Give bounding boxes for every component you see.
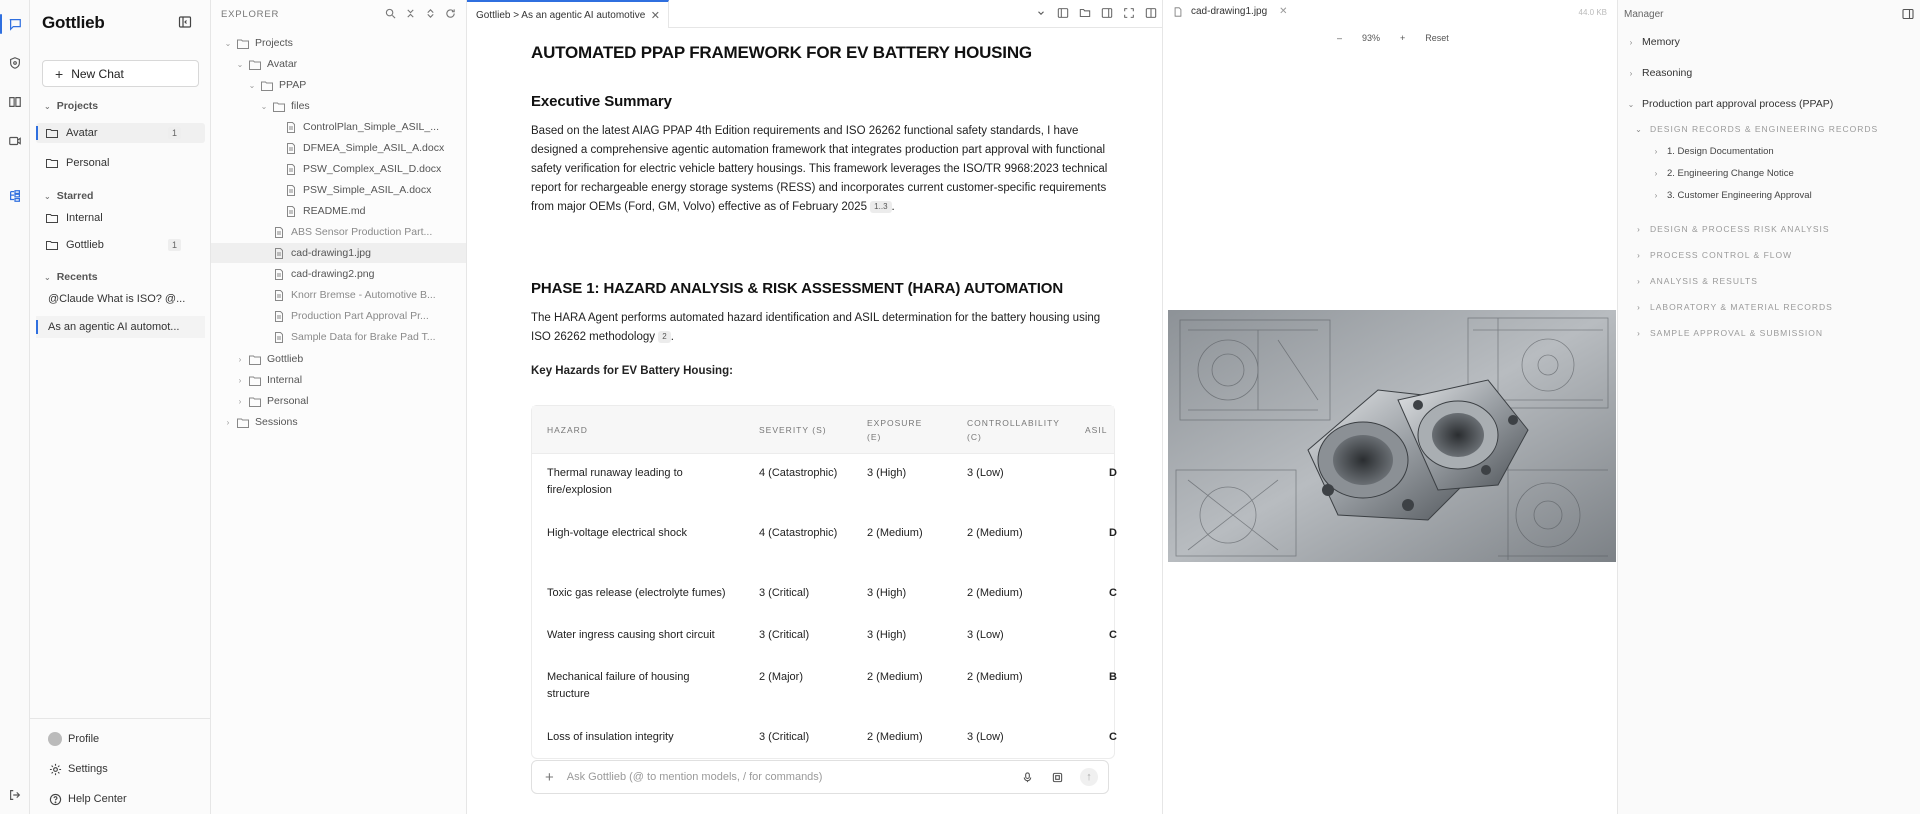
- gear-icon: [48, 762, 62, 776]
- explorer-title: EXPLORER: [221, 9, 280, 20]
- tab-image[interactable]: cad-drawing1.jpg ✕: [1173, 6, 1288, 17]
- sidebar: [30, 0, 211, 814]
- tree-folder[interactable]: [247, 96, 310, 116]
- table-cell: C: [1109, 629, 1117, 641]
- table-row: [532, 658, 1117, 718]
- send-button[interactable]: ↑: [1080, 768, 1098, 786]
- doc-title: AUTOMATED PPAP FRAMEWORK FOR EV BATTERY HOUSING: [531, 43, 1032, 62]
- count-badge: 1: [168, 127, 181, 139]
- table-cell: Thermal runaway leading to fire/explosion: [547, 467, 683, 496]
- screenshot-icon[interactable]: [1050, 770, 1064, 784]
- table-cell: Mechanical failure of housing structure: [547, 671, 690, 700]
- column-header: SEVERITY (S): [759, 425, 827, 435]
- chevron-right-icon[interactable]: ›: [1629, 68, 1633, 78]
- chat-message: [531, 40, 1115, 745]
- manager-item[interactable]: [1634, 124, 1878, 134]
- chevron-right-icon[interactable]: ›: [1637, 224, 1641, 234]
- new-chat-button[interactable]: [42, 60, 199, 87]
- chevron-right-icon[interactable]: ›: [1654, 147, 1658, 156]
- tree-item-label: Avatar: [267, 58, 298, 70]
- tree-file[interactable]: [259, 138, 444, 158]
- manager-item[interactable]: [1634, 328, 1823, 338]
- recents-heading[interactable]: ⌄ Recents: [44, 271, 98, 283]
- tree-file[interactable]: [247, 264, 374, 284]
- tree-folder[interactable]: [211, 412, 298, 432]
- column-header: HAZARD: [547, 425, 588, 435]
- chevron-down-icon[interactable]: ⌄: [248, 80, 256, 90]
- table-cell: 2 (Medium): [867, 731, 923, 743]
- tree-item-label: PSW_Complex_ASIL_D.docx: [303, 163, 442, 175]
- file-icon: [273, 332, 285, 343]
- table-row: [532, 454, 1117, 514]
- phase1-heading: PHASE 1: HAZARD ANALYSIS & RISK ASSESSMENT (HARA) AUTOMATION: [531, 280, 1064, 297]
- tree-folder[interactable]: [235, 75, 306, 95]
- tab-chat[interactable]: [467, 0, 669, 28]
- manager-item[interactable]: [1626, 98, 1833, 110]
- manager-item[interactable]: [1634, 250, 1792, 260]
- settings-link[interactable]: Settings: [48, 762, 108, 776]
- tree-item-label: Knorr Bremse - Automotive B...: [291, 289, 436, 301]
- manager-item[interactable]: [1626, 36, 1680, 48]
- tree-file[interactable]: [247, 306, 429, 326]
- table-row: [532, 616, 1117, 658]
- table-row: [532, 574, 1117, 616]
- manager-title: Manager: [1624, 9, 1664, 20]
- manager-item[interactable]: [1651, 146, 1774, 157]
- tree-folder[interactable]: [223, 54, 297, 74]
- tree-item-label: Sample Data for Brake Pad T...: [291, 331, 436, 343]
- table-cell: C: [1109, 731, 1117, 743]
- tree-item-label: DFMEA_Simple_ASIL_A.docx: [303, 142, 445, 154]
- tree-item-label: PSW_Simple_ASIL_A.docx: [303, 184, 432, 196]
- table-row: [532, 718, 1117, 758]
- table-cell: 3 (Low): [967, 629, 1004, 641]
- manager-item-label: Production part approval process (PPAP): [1642, 98, 1834, 110]
- panel-toggle-icon[interactable]: [1902, 8, 1914, 20]
- tree-file[interactable]: [259, 201, 365, 221]
- tree-item-label: ABS Sensor Production Part...: [291, 226, 433, 238]
- folder-icon: [46, 158, 58, 168]
- starred-heading[interactable]: ⌄ Starred: [44, 190, 94, 202]
- count-badge: 1: [168, 239, 181, 251]
- tree-item-label: Gottlieb: [267, 353, 304, 365]
- table-cell: 3 (Critical): [759, 587, 810, 599]
- starred-item-gottlieb[interactable]: Gottlieb 1: [36, 235, 205, 255]
- profile-link[interactable]: Profile: [48, 732, 99, 746]
- folder-icon: [261, 80, 273, 91]
- manager-item-label: DESIGN RECORDS & ENGINEERING RECORDS: [1650, 124, 1879, 134]
- table-cell: High-voltage electrical shock: [547, 527, 688, 539]
- chevron-down-icon[interactable]: ⌄: [224, 38, 232, 48]
- zoom-controls: [1337, 33, 1449, 43]
- shield-icon[interactable]: [7, 55, 23, 71]
- file-icon: [285, 185, 297, 196]
- manager-item-label: 2. Engineering Change Notice: [1667, 168, 1794, 179]
- tree-item-label: Internal: [267, 374, 303, 386]
- chevron-down-icon[interactable]: ⌄: [1627, 99, 1635, 109]
- tab-label: Gottlieb > As an agentic AI automotive: [476, 9, 646, 21]
- table-cell: 2 (Medium): [967, 671, 1023, 683]
- chevron-right-icon[interactable]: ›: [1637, 276, 1641, 286]
- manager-item[interactable]: [1634, 224, 1830, 234]
- manager-item-label: 3. Customer Engineering Approval: [1667, 190, 1812, 201]
- manager-item[interactable]: [1651, 168, 1794, 179]
- chevron-right-icon[interactable]: ›: [1629, 37, 1633, 47]
- fullscreen-icon[interactable]: [1122, 6, 1136, 20]
- chevron-down-icon: ⌄: [44, 101, 51, 111]
- manager-item-label: LABORATORY & MATERIAL RECORDS: [1650, 302, 1833, 312]
- tree-file[interactable]: [211, 243, 466, 263]
- logout-icon[interactable]: [7, 787, 23, 803]
- folder-icon: [273, 101, 285, 112]
- folder-icon: [46, 213, 58, 223]
- avatar: [48, 732, 62, 746]
- citation-badge[interactable]: 2: [658, 331, 670, 343]
- tree-folder[interactable]: [223, 391, 308, 411]
- folder-icon: [249, 59, 261, 70]
- folder-icon: [249, 375, 261, 386]
- table-cell: D: [1109, 467, 1117, 479]
- chevron-right-icon[interactable]: ›: [238, 396, 242, 406]
- column-header: CONTROLLABILITY (C): [967, 418, 1060, 442]
- manager-item[interactable]: [1626, 67, 1692, 79]
- table-cell: 3 (Critical): [759, 629, 810, 641]
- hazard-table: [531, 405, 1115, 759]
- zoom-in-button[interactable]: +: [1400, 33, 1406, 43]
- file-icon: [273, 290, 285, 301]
- column-header: EXPOSURE (E): [867, 418, 923, 442]
- phase1-text: The HARA Agent performs automated hazard identification and ASIL determination for the battery housing using ISO 26262 methodology 2 .: [531, 312, 1101, 343]
- manager-panel: [1617, 0, 1920, 814]
- table-cell: Loss of insulation integrity: [547, 731, 674, 743]
- composer-input[interactable]: Ask Gottlieb (@ to mention models, / for commands): [566, 771, 823, 783]
- file-icon: [273, 227, 285, 238]
- chevron-right-icon[interactable]: ›: [1637, 302, 1641, 312]
- help-icon: [48, 792, 62, 806]
- chevron-down-icon[interactable]: ⌄: [236, 59, 244, 69]
- manager-item-label: ANALYSIS & RESULTS: [1650, 276, 1758, 286]
- chevron-right-icon[interactable]: ›: [1654, 169, 1658, 178]
- table-cell: 2 (Major): [759, 671, 804, 683]
- table-cell: 3 (High): [867, 467, 907, 479]
- video-icon[interactable]: [7, 133, 23, 149]
- table-cell: 3 (Critical): [759, 731, 810, 743]
- tree-item-label: Projects: [255, 37, 293, 49]
- recent-item[interactable]: @Claude What is ISO? @...: [48, 293, 186, 305]
- chevron-right-icon[interactable]: ›: [238, 375, 242, 385]
- file-icon: [285, 143, 297, 154]
- attach-plus-icon[interactable]: +: [545, 768, 554, 786]
- search-icon[interactable]: [384, 7, 396, 19]
- editor-toolbar: [1034, 6, 1158, 20]
- exec-summary-text: Based on the latest AIAG PPAP 4th Edition requirements and ISO 26262 functional safety standards, I have designed a comprehensive agentic automation framework that integrates production part approval with functional safety verification for electric vehicle battery housings. This framework leverages the ISO/TR 9968:2023 technical report for rechargeable energy storage systems (RESS) and incorporates current customer-specific requirements from major OEMs (Ford, GM, Volvo) effective as of February 2025 1..3 .: [531, 125, 1108, 213]
- manager-item-label: SAMPLE APPROVAL & SUBMISSION: [1650, 328, 1824, 338]
- refresh-icon[interactable]: [444, 7, 456, 19]
- chevron-right-icon[interactable]: ›: [226, 417, 230, 427]
- expand-all-icon[interactable]: [424, 7, 436, 19]
- table-cell: 3 (Low): [967, 467, 1004, 479]
- explorer-toolbar: [384, 7, 456, 19]
- tree-folder[interactable]: [223, 349, 303, 369]
- tree-file[interactable]: [259, 117, 439, 137]
- folder-icon: [249, 354, 261, 365]
- file-icon: [273, 248, 285, 259]
- table-cell: 4 (Catastrophic): [759, 467, 838, 479]
- chevron-right-icon[interactable]: ›: [238, 354, 242, 364]
- chevron-down-icon: ⌄: [44, 191, 51, 201]
- starred-item-internal[interactable]: Internal: [36, 208, 205, 228]
- table-cell: B: [1109, 671, 1117, 683]
- table-body: [532, 454, 1117, 758]
- table-cell: 2 (Medium): [867, 527, 923, 539]
- panel-toggle-icon[interactable]: [1144, 6, 1158, 20]
- editor-tabbar: [467, 0, 1162, 28]
- tree-item-label: files: [291, 100, 310, 112]
- app-logo: Gottlieb: [42, 13, 105, 32]
- exec-summary-heading: Executive Summary: [531, 93, 672, 110]
- cad-drawing-image: [1168, 310, 1616, 562]
- plus-icon: +: [55, 65, 64, 82]
- tree-item-label: cad-drawing1.jpg: [291, 247, 371, 259]
- close-icon[interactable]: ✕: [1279, 6, 1288, 17]
- file-size: 44.0 KB: [1578, 8, 1607, 17]
- table-cell: Water ingress causing short circuit: [547, 629, 715, 641]
- table-cell: D: [1109, 527, 1117, 539]
- tree-folder[interactable]: [223, 370, 302, 390]
- sidebar-footer: [30, 718, 211, 805]
- split-left-icon[interactable]: [1056, 6, 1070, 20]
- chevron-right-icon[interactable]: ›: [1637, 250, 1641, 260]
- projects-heading[interactable]: ⌄ Projects: [44, 100, 99, 112]
- file-explorer: [211, 0, 467, 814]
- tree-item-label: Sessions: [255, 416, 298, 428]
- hazards-heading: Key Hazards for EV Battery Housing:: [531, 365, 733, 377]
- folder-icon: [249, 396, 261, 407]
- reset-button[interactable]: Reset: [1425, 33, 1449, 43]
- zoom-out-button[interactable]: –: [1337, 33, 1343, 43]
- chevron-right-icon[interactable]: ›: [1637, 328, 1641, 338]
- folder-icon: [237, 38, 249, 49]
- table-header: [532, 406, 1114, 454]
- sidebar-collapse-icon[interactable]: [178, 15, 192, 29]
- tree-item-label: PPAP: [279, 79, 307, 91]
- chat-icon[interactable]: [7, 16, 23, 32]
- recent-item[interactable]: As an agentic AI automot...: [36, 316, 205, 338]
- collapse-all-icon[interactable]: [404, 7, 416, 19]
- activity-rail: [0, 0, 30, 814]
- table-row: [532, 514, 1117, 574]
- chevron-down-icon: ⌄: [44, 272, 51, 282]
- manager-item-label: DESIGN & PROCESS RISK ANALYSIS: [1650, 224, 1830, 234]
- citation-badge[interactable]: 1..3: [870, 201, 891, 213]
- tree-file[interactable]: [247, 285, 436, 305]
- table-cell: Toxic gas release (electrolyte fumes): [547, 587, 726, 599]
- folder-icon: [46, 240, 58, 250]
- table-cell: 2 (Medium): [867, 671, 923, 683]
- chat-editor: [467, 0, 1162, 814]
- project-item-personal[interactable]: Personal: [36, 153, 205, 173]
- tree-file[interactable]: [247, 222, 432, 242]
- microphone-icon[interactable]: [1020, 770, 1034, 784]
- new-chat-label: New Chat: [71, 66, 124, 81]
- tree-file[interactable]: [259, 180, 431, 200]
- file-icon: [285, 122, 297, 133]
- table-cell: 2 (Medium): [967, 527, 1023, 539]
- table-cell: 2 (Medium): [967, 587, 1023, 599]
- help-center-link[interactable]: Help Center: [48, 792, 127, 806]
- file-icon: [1173, 7, 1183, 17]
- manager-item-label: Memory: [1642, 36, 1680, 48]
- tree-item-label: ControlPlan_Simple_ASIL_...: [303, 121, 439, 133]
- table-cell: C: [1109, 587, 1117, 599]
- manager-item-label: 1. Design Documentation: [1667, 146, 1774, 157]
- column-header: ASIL: [1085, 425, 1108, 435]
- manager-item-label: PROCESS CONTROL & FLOW: [1650, 250, 1793, 260]
- file-icon: [273, 311, 285, 322]
- tree-item-label: cad-drawing2.png: [291, 268, 375, 280]
- file-icon: [285, 164, 297, 175]
- manager-item[interactable]: [1634, 302, 1833, 312]
- file-icon: [285, 206, 297, 217]
- tree-folder[interactable]: [211, 33, 293, 53]
- zoom-level: 93%: [1362, 33, 1381, 43]
- chat-composer[interactable]: [531, 760, 1109, 794]
- table-cell: 3 (High): [867, 587, 907, 599]
- chevron-down-icon[interactable]: ⌄: [1635, 124, 1643, 134]
- table-cell: 3 (High): [867, 629, 907, 641]
- chevron-down-icon[interactable]: ⌄: [260, 101, 268, 111]
- manager-item[interactable]: [1651, 190, 1812, 201]
- chevron-down-icon[interactable]: [1034, 6, 1048, 20]
- file-icon: [273, 269, 285, 280]
- table-cell: 4 (Catastrophic): [759, 527, 838, 539]
- manager-item[interactable]: [1634, 276, 1758, 286]
- close-icon[interactable]: ✕: [650, 9, 660, 22]
- project-item-avatar[interactable]: Avatar 1: [36, 123, 205, 143]
- table-cell: 3 (Low): [967, 731, 1004, 743]
- book-icon[interactable]: [7, 94, 23, 110]
- tree-file[interactable]: [247, 327, 436, 347]
- tree-item-label: Production Part Approval Pr...: [291, 310, 429, 322]
- tree-file[interactable]: [259, 159, 441, 179]
- folder-icon: [46, 128, 58, 138]
- folder-open-icon[interactable]: [1078, 6, 1092, 20]
- chevron-right-icon[interactable]: ›: [1654, 191, 1658, 200]
- split-right-icon[interactable]: [1100, 6, 1114, 20]
- folder-icon: [237, 417, 249, 428]
- image-viewer: [1162, 0, 1617, 814]
- tree-item-label: README.md: [303, 205, 366, 217]
- tree-icon[interactable]: [7, 188, 23, 204]
- tree-item-label: Personal: [267, 395, 309, 407]
- manager-item-label: Reasoning: [1642, 67, 1693, 79]
